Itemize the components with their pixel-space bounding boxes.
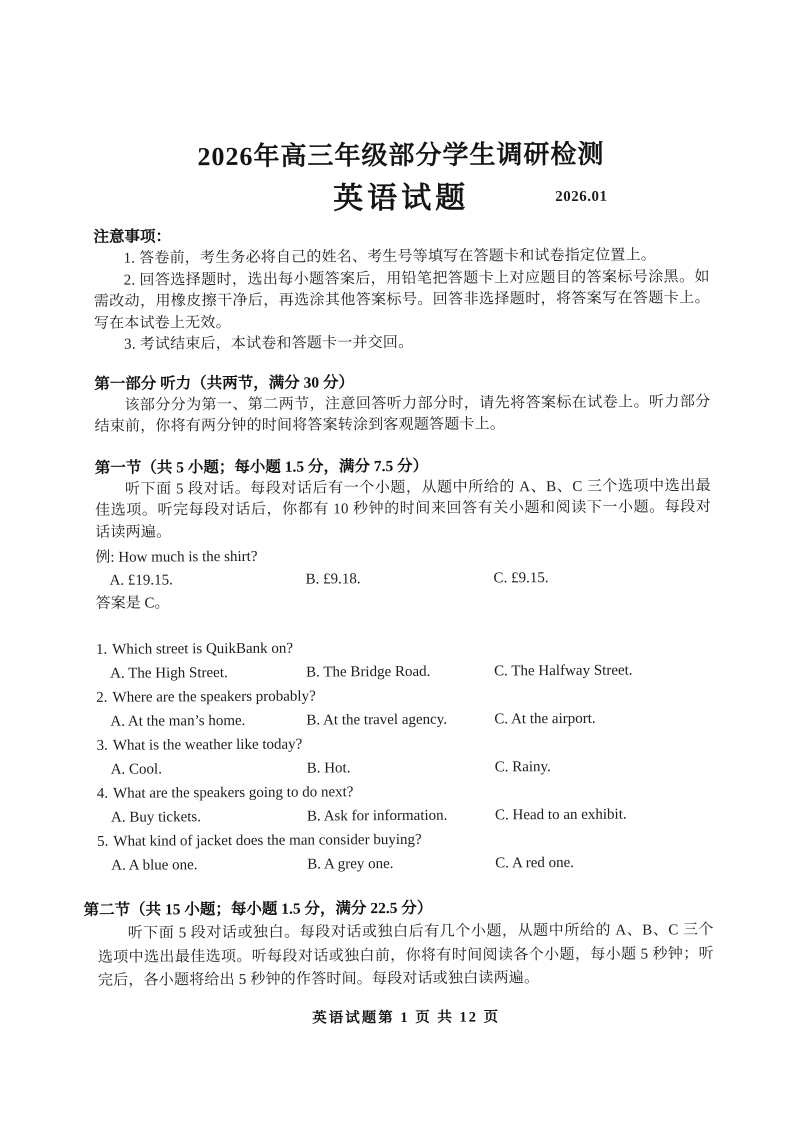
option-c: C. Rainy. (494, 759, 551, 776)
example-options-row (95, 566, 711, 593)
option-b: B. Hot. (306, 760, 351, 777)
option-a: A. The High Street. (110, 665, 228, 682)
option-c: C. The Halfway Street. (494, 662, 633, 680)
example-block (95, 543, 711, 616)
example-option-a: A. £19.15. (109, 572, 173, 589)
options-row (96, 706, 712, 734)
notice-item-1: 1. 答卷前，考生务必将自己的姓名、考生号等填写在答题卡和试卷指定位置上。 (123, 247, 657, 267)
option-c: C. At the airport. (494, 710, 596, 728)
exam-date: 2026.01 (555, 188, 608, 206)
question-text: Where are the speakers probably? (112, 688, 316, 706)
question-number: 2. (96, 689, 108, 706)
question-text: What is the weather like today? (112, 736, 303, 754)
question-number: 3. (96, 737, 108, 754)
example-answer: 答案是 C。 (95, 595, 170, 612)
option-c: C. Head to an exhibit. (494, 806, 627, 824)
option-a: A. A blue one. (111, 857, 198, 874)
notice-item-3: 3. 考试结束后，本试卷和答题卡一并交回。 (124, 334, 414, 353)
options-row (97, 850, 713, 878)
option-b: B. The Bridge Road. (306, 663, 431, 681)
example-option-c: C. £9.15. (493, 570, 549, 587)
section2-block (83, 895, 714, 993)
option-a: A. Buy tickets. (110, 809, 202, 826)
option-b: B. At the travel agency. (306, 711, 448, 729)
options-row (97, 754, 713, 782)
question-text: What are the speakers going to do next? (113, 784, 354, 802)
question-text: Which street is QuikBank on? (112, 640, 294, 658)
options-row (97, 802, 713, 830)
section2-intro: 听下面 5 段对话或独白。每段对话或独白后有几个小题，从题中所给的 A、B、C 三个选项中选出最佳选项。听每段对话或独白前，你将有时间阅读各个小题，每小题 5 秒钟；听完后，各小题将给出 5 秒钟的作答时间。每段对话或独白读两遍。 (97, 922, 714, 989)
question-number: 4. (96, 785, 109, 802)
option-a: A. Cool. (110, 761, 163, 778)
option-a: A. At the man’s home. (110, 712, 246, 730)
option-b: B. Ask for information. (306, 807, 448, 825)
notice-item-2: 2. 回答选择题时，选出每小题答案后，用铅笔把答题卡上对应题目的答案标号涂黑。如需改动，用橡皮擦干净后，再选涂其他答案标号。回答非选择题时，将答案写在答题卡上。写在本试卷上无效。 (93, 268, 710, 332)
option-c: C. A red one. (495, 854, 575, 872)
section2-heading: 第二节（共 15 小题；每小题 1.5 分，满分 22.5 分） (83, 899, 433, 919)
part1-block (94, 370, 710, 439)
question-text: What kind of jacket does the man consider buying? (113, 831, 422, 850)
question-number: 1. (95, 641, 108, 658)
example-option-b: B. £9.18. (305, 571, 361, 588)
exam-title: 2026年高三年级部分学生调研检测 (197, 139, 605, 172)
options-row (96, 658, 712, 686)
notice-block (93, 223, 710, 356)
paper-title: 英语试题 (333, 181, 470, 216)
notice-heading: 注意事项： (93, 228, 172, 246)
example-question: 例: How much is the shirt? (95, 548, 258, 566)
section1-block (95, 454, 714, 878)
part1-heading: 第一部分 听力（共两节，满分 30 分） (94, 373, 355, 393)
part1-intro: 该部分分为第一、第二两节，注意回答听力部分时，请先将答案标在试卷上。听力部分结束前，你将有两分钟的时间将答案转涂到客观题答题卡上。 (94, 393, 711, 435)
section1-heading: 第一节（共 5 小题；每小题 1.5 分，满分 7.5 分） (94, 457, 429, 477)
question-list (96, 634, 713, 878)
option-b: B. A grey one. (307, 856, 394, 873)
section1-intro: 听下面 5 段对话。每段对话后有一个小题，从题中所给的 A、B、C 三个选项中选出最佳选项。听完每段对话后，你都有 10 秒钟的时间来回答有关小题和阅读下一小题。每段对话读两遍。 (95, 477, 712, 541)
question-number: 5. (97, 833, 109, 850)
page-footer: 英语试题第 1 页 共 12 页 (312, 1008, 501, 1027)
paper-title-row (93, 179, 709, 219)
